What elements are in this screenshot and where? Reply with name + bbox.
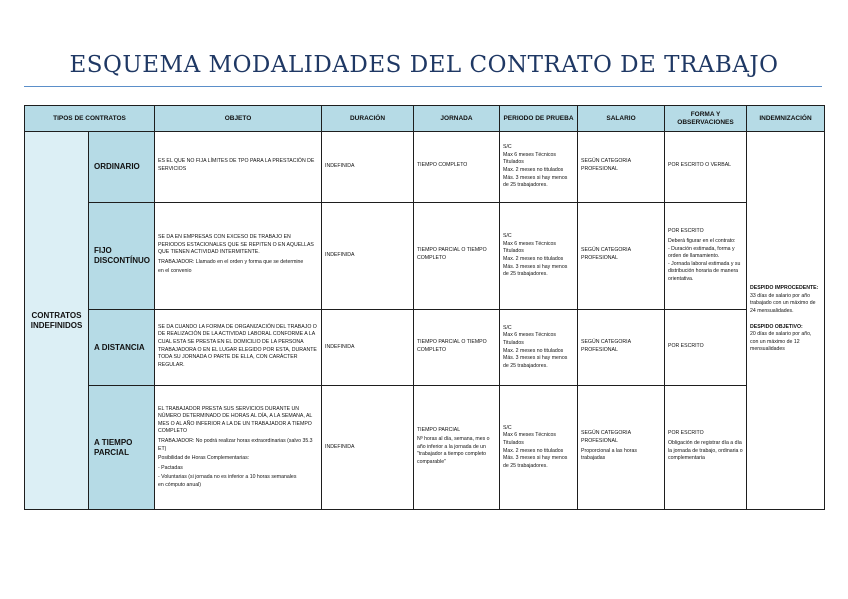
cell-prueba (500, 386, 578, 510)
cell-objeto (155, 386, 322, 510)
cell-text: POR ESCRITO O VERBAL (668, 162, 732, 169)
cell-objeto (155, 310, 322, 386)
cell-jornada (414, 386, 500, 510)
contract-type: ORDINARIO (89, 132, 155, 203)
cell-duracion: INDEFINIDA (322, 310, 414, 386)
cell-text: Max 6 meses Técnicos Titulados (503, 151, 556, 166)
header-salario: SALARIO (578, 106, 665, 132)
cell-text: Max. 2 meses no titulados (503, 347, 564, 354)
cell-text: POR ESCRITO (668, 342, 704, 349)
cell-jornada (414, 132, 500, 203)
header-forma: FORMA Y OBSERVACIONES (665, 106, 747, 132)
objetivo-text: 20 días de salario por año, con un máximo de 12 mensualidades (750, 331, 812, 353)
cell-text: - Duración estimada, forma y orden de llamamiento. (668, 245, 735, 260)
contract-type: A DISTANCIA (89, 310, 155, 386)
cell-text: Deberá figurar en el contrato: (668, 238, 736, 245)
cell-text: Max. 2 meses no titulados (503, 256, 564, 262)
cell-text: Max. 2 meses no titulados (503, 447, 564, 454)
cell-text: SE DA EN EMPRESAS CON EXCESO DE TRABAJO EN PERIODOS ESTACIONALES QUE SE REPITEN O EN AQUELLAS QUE TIENEN ACTIVIDAD INTERMITENTE. (158, 234, 314, 256)
cell-jornada (414, 310, 500, 386)
cell-text: Nº horas al día, semana, mes o año inferior a la jornada de un "trabajador a tiempo completo comparable" (417, 436, 490, 465)
header-indemnizacion: INDEMNIZACIÓN (747, 106, 825, 132)
cell-text: POR ESCRITO (668, 228, 704, 235)
cell-text: TIEMPO COMPLETO (417, 162, 468, 169)
cell-salario (578, 203, 665, 310)
cell-salario (578, 386, 665, 510)
cell-duracion: INDEFINIDA (322, 203, 414, 310)
cell-text: TIEMPO PARCIAL (417, 426, 461, 433)
cell-text: SE DA CUANDO LA FORMA DE ORGANIZACIÓN DEL TRABAJO O DE REALIZACIÓN DE LA ACTIVIDAD LABORAL CONFORME A LA CUAL ESTA SE PRESTA EN EL DOMICILIO DE LA PERSONA TRABAJADORA O EN EL LUGAR ELEGIDO POR ESTA, DURANTE TODA SU JORNADA O PARTE DE ELLA, CON CARÁCTER REGULAR. (158, 323, 317, 368)
cell-duracion: INDEFINIDA (322, 132, 414, 203)
cell-prueba (500, 203, 578, 310)
cell-text: SEGÚN CATEGORIA PROFESIONAL (581, 158, 631, 172)
cell-text: Más. 3 meses si hay menos de 25 trabajadores. (503, 455, 568, 469)
cell-forma (665, 386, 747, 510)
cell-text: Max. 2 meses no titulados (503, 167, 564, 173)
cell-text: SEGÚN CATEGORIA PROFESIONAL (581, 430, 631, 444)
cell-text: Posibilidad de Horas Complementarias: (158, 455, 250, 462)
cell-duracion: INDEFINIDA (322, 386, 414, 510)
cell-text: POR ESCRITO (668, 430, 704, 437)
header-row (25, 106, 825, 132)
cell-text: Más. 3 meses si hay menos de 25 trabajadores. (503, 355, 568, 369)
cell-forma (665, 310, 747, 386)
cell-text: S/C (503, 144, 512, 151)
table-row (25, 310, 825, 386)
cell-salario (578, 310, 665, 386)
cell-text: Max 6 meses Técnicos Titulados (503, 240, 556, 255)
header-jornada: JORNADA (414, 106, 500, 132)
cell-text: S/C (503, 424, 512, 431)
cell-text: en el convenio (158, 268, 192, 275)
cell-objeto (155, 132, 322, 203)
cell-text: TRABAJADOR: Llamado en el orden y forma que se determine (158, 258, 304, 265)
contract-type: A TIEMPO PARCIAL (89, 386, 155, 510)
table-row (25, 203, 825, 310)
improcedente-title: DESPIDO IMPROCEDENTE: (750, 285, 819, 292)
cell-text: SEGÚN CATEGORIA PROFESIONAL (581, 338, 631, 353)
cell-forma (665, 132, 747, 203)
cell-indemnizacion (747, 132, 825, 510)
cell-text: Más. 3 meses si hay menos de 25 trabajadores. (503, 263, 568, 278)
header-duracion: DURACIÓN (322, 106, 414, 132)
cell-text: SEGÚN CATEGORIA PROFESIONAL (581, 247, 631, 261)
cell-text: - Voluntarias (si jornada no es inferior a 10 horas semanales (158, 474, 297, 481)
title-underline (24, 86, 822, 87)
cell-salario (578, 132, 665, 203)
contract-type: FIJO DISCONTÍNUO (89, 203, 155, 310)
header-tipos: TIPOS DE CONTRATOS (25, 106, 155, 132)
cell-text: S/C (503, 233, 512, 240)
cell-text: Proporcional a las horas trabajadas (581, 447, 637, 462)
cell-text: Más. 3 meses si hay menos de 25 trabajadores. (503, 174, 568, 189)
contract-table (24, 105, 825, 510)
cell-text: en cómputo anual) (158, 481, 201, 488)
cell-forma (665, 203, 747, 310)
cell-jornada (414, 203, 500, 310)
cell-text: EL TRABAJADOR PRESTA SUS SERVICIOS DURANTE UN NÚMERO DETERMINADO DE HORAS AL DÍA, A LA SEMANA, AL MES O AL AÑO INFERIOR A LA DE UN TRABAJADOR A TIEMPO COMPLETO (158, 405, 313, 435)
cell-text: Obligación de registrar día a día la jornada de trabajo, ordinaria o complementaria (668, 439, 743, 462)
improcedente-text: 33 días de salario por año trabajado con un máximo de 24 mensualidades. (750, 292, 816, 314)
cell-text: S/C (503, 324, 512, 331)
cell-text: ES EL QUE NO FIJA LÍMITES DE TPO PARA LA PRESTACIÓN DE SERVICIOS (158, 158, 315, 172)
table-row (25, 386, 825, 510)
cell-prueba (500, 132, 578, 203)
cell-prueba (500, 310, 578, 386)
cell-text: TRABAJADOR: No podrá realizar horas extraordinarias (salvo 35.3 ET) (158, 437, 313, 452)
cell-text: Max 6 meses Técnicos Titulados (503, 332, 556, 346)
cell-text: - Jornada laboral estimada y su distribución horaria de manera orientativa. (668, 260, 741, 282)
cell-objeto (155, 203, 322, 310)
header-prueba: PERIODO DE PRUEBA (500, 106, 578, 132)
page-title: ESQUEMA MODALIDADES DEL CONTRATO DE TRABAJO (69, 52, 779, 78)
group-label: CONTRATOS INDEFINIDOS (25, 132, 89, 510)
cell-text: TIEMPO PARCIAL O TIEMPO COMPLETO (417, 247, 487, 261)
cell-text: - Pactadas (158, 464, 183, 471)
header-objeto: OBJETO (155, 106, 322, 132)
cell-text: Max 6 meses Técnicos Titulados (503, 432, 556, 446)
objetivo-title: DESPIDO OBJETIVO: (750, 323, 803, 330)
table-row (25, 132, 825, 203)
cell-text: TIEMPO PARCIAL O TIEMPO COMPLETO (417, 338, 487, 353)
